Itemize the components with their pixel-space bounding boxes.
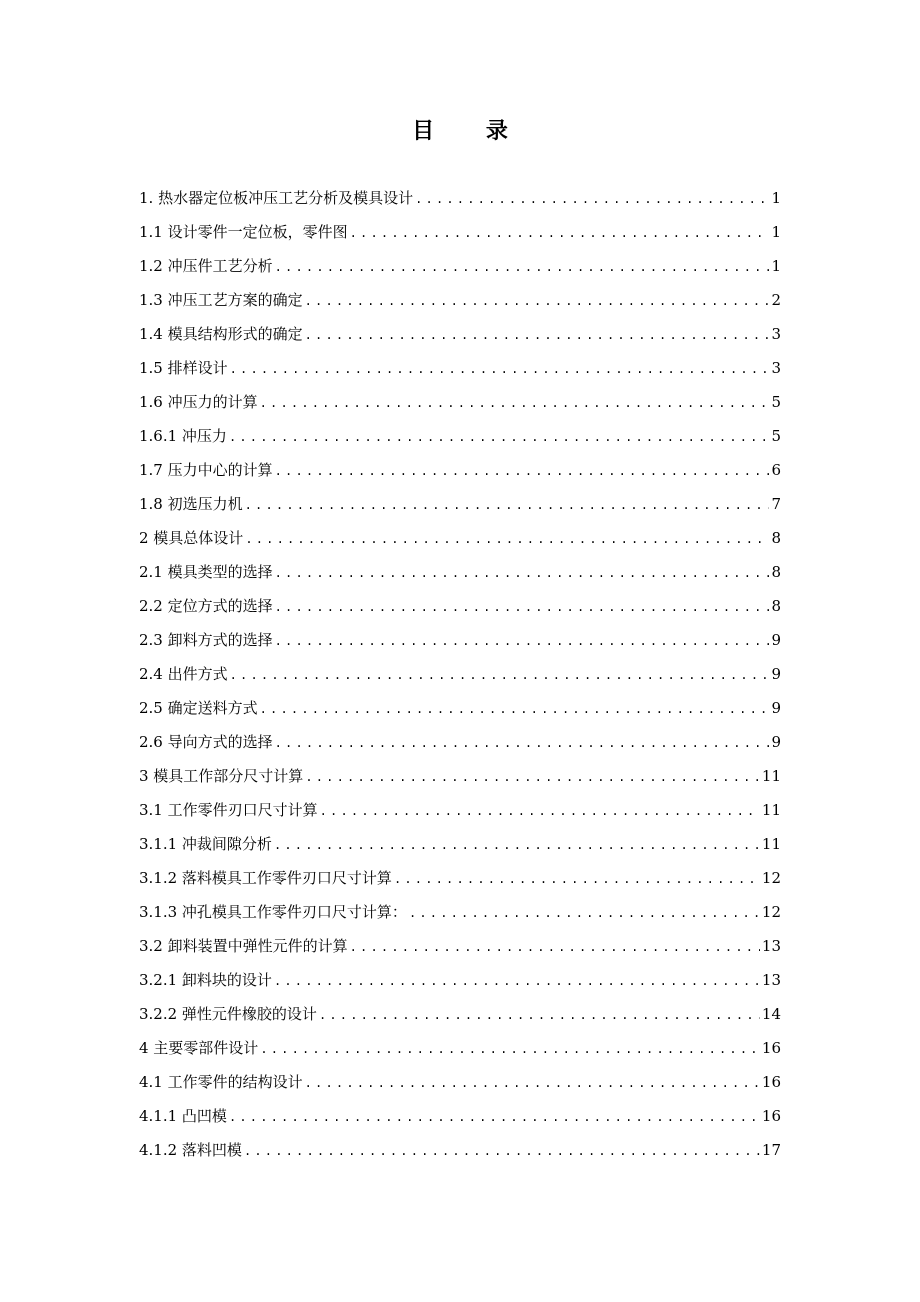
toc-dot-leader <box>274 834 760 856</box>
toc-dot-leader <box>305 324 770 346</box>
toc-dot-leader <box>260 392 770 414</box>
table-of-contents <box>139 187 781 1173</box>
toc-entry-page-number: 17 <box>761 1141 781 1159</box>
toc-entry-page-number: 9 <box>771 733 781 751</box>
toc-entry-label: 1.7 压力中心的计算 <box>139 461 273 479</box>
toc-dot-leader <box>260 1038 760 1060</box>
toc-entry-label: 2.3 卸料方式的选择 <box>139 631 273 649</box>
toc-entry[interactable] <box>139 459 781 493</box>
toc-entry-label: 3.1 工作零件刃口尺寸计算 <box>139 801 318 819</box>
toc-entry[interactable] <box>139 425 781 459</box>
toc-dot-leader <box>275 732 770 754</box>
toc-entry-page-number: 13 <box>761 971 781 989</box>
toc-entry[interactable] <box>139 289 781 323</box>
toc-entry-label: 1.1 设计零件一定位板，零件图 <box>139 223 348 241</box>
toc-entry-page-number: 7 <box>771 495 781 513</box>
toc-entry-label: 1.5 排样设计 <box>139 359 228 377</box>
toc-entry-label: 4.1.1 凸凹模 <box>139 1107 227 1125</box>
toc-dot-leader <box>350 936 760 958</box>
toc-dot-leader <box>229 1106 760 1128</box>
toc-entry-label: 3.1.3 冲孔模具工作零件刃口尺寸计算： <box>139 903 407 921</box>
toc-entry-page-number: 16 <box>761 1107 781 1125</box>
toc-entry[interactable] <box>139 391 781 425</box>
toc-entry-label: 4.1 工作零件的结构设计 <box>139 1073 303 1091</box>
toc-entry[interactable] <box>139 1139 781 1173</box>
toc-entry-page-number: 12 <box>761 903 781 921</box>
toc-dot-leader <box>415 188 769 210</box>
toc-entry-label: 3 模具工作部分尺寸计算 <box>139 767 304 785</box>
toc-entry[interactable] <box>139 357 781 391</box>
toc-dot-leader <box>244 1140 760 1162</box>
toc-entry-page-number: 8 <box>771 529 781 547</box>
toc-entry-label: 1.8 初选压力机 <box>139 495 243 513</box>
toc-entry-label: 2.1 模具类型的选择 <box>139 563 273 581</box>
toc-entry[interactable] <box>139 1105 781 1139</box>
toc-dot-leader <box>305 766 760 788</box>
toc-dot-leader <box>275 460 770 482</box>
toc-entry-label: 1.6.1 冲压力 <box>139 427 227 445</box>
toc-dot-leader <box>245 528 769 550</box>
toc-entry-page-number: 16 <box>761 1039 781 1057</box>
toc-dot-leader <box>275 256 770 278</box>
toc-entry[interactable] <box>139 255 781 289</box>
toc-entry-label: 2.4 出件方式 <box>139 665 228 683</box>
toc-dot-leader <box>305 1072 760 1094</box>
toc-dot-leader <box>245 494 770 516</box>
toc-dot-leader <box>275 630 770 652</box>
toc-entry-page-number: 11 <box>761 835 781 853</box>
toc-entry[interactable] <box>139 799 781 833</box>
toc-entry-label: 1.4 模具结构形式的确定 <box>139 325 303 343</box>
toc-dot-leader <box>229 426 770 448</box>
toc-entry-page-number: 2 <box>771 291 781 309</box>
toc-entry-label: 2.6 导向方式的选择 <box>139 733 273 751</box>
toc-entry-label: 3.1.1 冲裁间隙分析 <box>139 835 272 853</box>
toc-entry[interactable] <box>139 187 781 221</box>
toc-dot-leader <box>274 970 760 992</box>
toc-entry-page-number: 16 <box>761 1073 781 1091</box>
toc-entry-page-number: 9 <box>771 665 781 683</box>
toc-entry-page-number: 9 <box>771 631 781 649</box>
toc-entry[interactable] <box>139 323 781 357</box>
toc-dot-leader <box>275 596 770 618</box>
toc-entry[interactable] <box>139 1003 781 1037</box>
toc-entry-page-number: 8 <box>771 597 781 615</box>
toc-entry[interactable] <box>139 527 781 561</box>
toc-entry-label: 1.2 冲压件工艺分析 <box>139 257 273 275</box>
toc-entry-page-number: 9 <box>771 699 781 717</box>
toc-entry-page-number: 1 <box>771 257 781 275</box>
toc-entry-page-number: 5 <box>771 427 781 445</box>
toc-dot-leader <box>319 1004 760 1026</box>
toc-entry[interactable] <box>139 867 781 901</box>
toc-entry[interactable] <box>139 663 781 697</box>
toc-entry[interactable] <box>139 221 781 255</box>
toc-dot-leader <box>230 358 770 380</box>
toc-entry[interactable] <box>139 629 781 663</box>
toc-entry-page-number: 8 <box>771 563 781 581</box>
toc-entry[interactable] <box>139 561 781 595</box>
toc-dot-leader <box>230 664 770 686</box>
toc-dot-leader <box>394 868 760 890</box>
toc-dot-leader <box>275 562 770 584</box>
toc-entry-label: 3.2.1 卸料块的设计 <box>139 971 272 989</box>
toc-entry-page-number: 14 <box>761 1005 781 1023</box>
toc-entry-label: 3.2 卸料装置中弹性元件的计算 <box>139 937 348 955</box>
toc-entry[interactable] <box>139 1037 781 1071</box>
toc-entry-label: 4 主要零部件设计 <box>139 1039 259 1057</box>
toc-entry-label: 1.3 冲压工艺方案的确定 <box>139 291 303 309</box>
toc-entry-page-number: 12 <box>761 869 781 887</box>
toc-entry-page-number: 3 <box>771 325 781 343</box>
toc-entry-page-number: 11 <box>761 767 781 785</box>
toc-entry-page-number: 11 <box>761 801 781 819</box>
toc-dot-leader <box>409 902 760 924</box>
toc-entry-page-number: 13 <box>761 937 781 955</box>
toc-entry-page-number: 6 <box>771 461 781 479</box>
toc-dot-leader <box>350 222 770 244</box>
toc-entry-label: 1.6 冲压力的计算 <box>139 393 258 411</box>
toc-entry[interactable] <box>139 731 781 765</box>
toc-dot-leader <box>320 800 760 822</box>
toc-entry-label: 3.1.2 落料模具工作零件刃口尺寸计算 <box>139 869 392 887</box>
toc-entry-label: 2 模具总体设计 <box>139 529 244 547</box>
toc-entry-page-number: 1 <box>771 223 781 241</box>
toc-entry-page-number: 1 <box>771 189 781 207</box>
toc-entry[interactable] <box>139 901 781 935</box>
toc-entry[interactable] <box>139 969 781 1003</box>
toc-entry[interactable] <box>139 833 781 867</box>
toc-entry[interactable] <box>139 493 781 527</box>
toc-entry-label: 1. 热水器定位板冲压工艺分析及模具设计 <box>139 189 414 207</box>
toc-entry-page-number: 3 <box>771 359 781 377</box>
toc-entry[interactable] <box>139 935 781 969</box>
toc-dot-leader <box>305 290 770 312</box>
toc-entry-label: 4.1.2 落料凹模 <box>139 1141 242 1159</box>
toc-entry-label: 3.2.2 弹性元件橡胶的设计 <box>139 1005 317 1023</box>
toc-entry-label: 2.2 定位方式的选择 <box>139 597 273 615</box>
toc-entry-label: 2.5 确定送料方式 <box>139 699 258 717</box>
toc-entry[interactable] <box>139 1071 781 1105</box>
page-title: 目 录 <box>412 119 530 144</box>
toc-entry-page-number: 5 <box>771 393 781 411</box>
toc-entry[interactable] <box>139 595 781 629</box>
toc-entry[interactable] <box>139 697 781 731</box>
toc-entry[interactable] <box>139 765 781 799</box>
toc-dot-leader <box>260 698 770 720</box>
